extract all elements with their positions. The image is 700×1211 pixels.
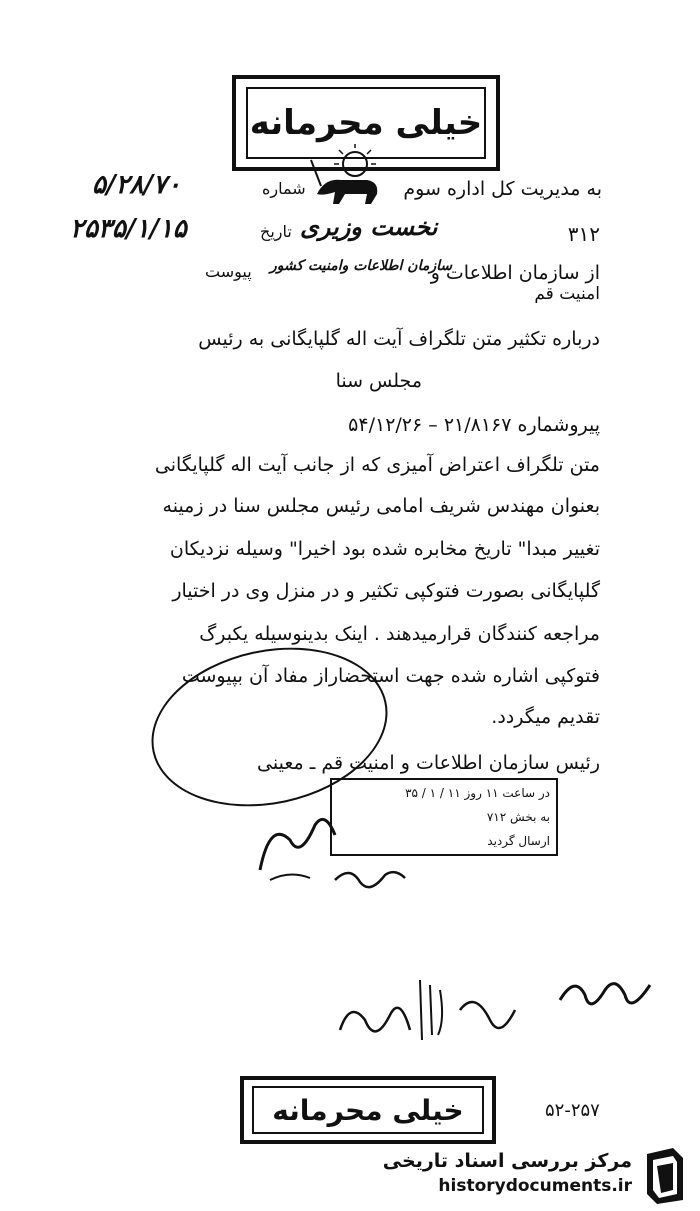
- handwritten-initials: [330, 860, 410, 900]
- bottom-secret-stamp: [240, 1076, 496, 1144]
- subject-line-1: درباره تکثیر متن تلگراف آیت اله گلپایگانی به رئیس: [198, 328, 600, 350]
- number-value: ۵/۲۸/۷۰: [92, 170, 181, 200]
- receipt-stamp: [330, 778, 558, 856]
- date-label: تاریخ: [260, 222, 292, 241]
- footer-website: historydocuments.ir: [438, 1176, 632, 1196]
- body-line: گلپایگانی بصورت فتوکپی تکثیر و در منزل وی در اختیار: [172, 580, 600, 602]
- top-stamp-text: خیلی محرمانه: [246, 87, 486, 159]
- history-documents-logo-icon: [643, 1146, 687, 1204]
- receipt-line-3: ارسال گردید: [487, 834, 550, 848]
- subject-line-2: مجلس سنا: [335, 370, 422, 392]
- number-label: شماره: [262, 179, 306, 198]
- document-code: ۵۲-۲۵۷: [545, 1100, 600, 1121]
- body-line: بعنوان مهندس شریف امامی رئیس مجلس سنا در زمینه: [162, 495, 600, 517]
- body-line: مراجعه کنندگان قرارمیدهند . اینک بدینوسیله یکبرگ: [199, 623, 600, 645]
- date-value: ۲۵۳۵/۱/۱۵: [70, 214, 187, 244]
- signature-line: رئیس سازمان اطلاعات و امنیت قم ـ معینی: [257, 752, 600, 774]
- body-line: تقدیم میگردد.: [491, 706, 600, 728]
- body-line: فتوکپی اشاره شده جهت استحضاراز مفاد آن بپیوست: [181, 665, 600, 687]
- bottom-stamp-text: خیلی محرمانه: [252, 1086, 484, 1134]
- handwritten-notes: [320, 960, 670, 1070]
- lion-and-sun-emblem: [305, 142, 385, 207]
- receipt-line-1: در ساعت ۱۱ روز ۱۱ / ۱ / ۳۵: [405, 786, 550, 800]
- body-line: تغییر مبدا" تاریخ مخابره شده بود اخیرا" وسیله نزدیکان: [169, 538, 600, 560]
- from-line-2: امنیت قم: [534, 284, 600, 304]
- prime-ministry-seal: نخست وزیری: [300, 212, 438, 241]
- footer-center-name: مرکز بررسی اسناد تاریخی: [382, 1150, 632, 1172]
- attachment-label: پیوست: [205, 262, 252, 281]
- from-line-1: از سازمان اطلاعات و: [430, 262, 600, 284]
- receipt-line-2: به بخش ۷۱۲: [486, 810, 550, 824]
- addressee: به مدیریت کل اداره سوم: [403, 178, 602, 200]
- reference-number: پیروشماره ۲۱/۸۱۶۷ – ۵۴/۱۲/۲۶: [348, 414, 600, 436]
- savak-heading: سازمان اطلاعات وامنیت کشور: [270, 258, 453, 274]
- code-312: ۳۱۲: [567, 222, 600, 246]
- body-line: متن تلگراف اعتراض آمیزی که از جانب آیت اله گلپایگانی: [154, 454, 600, 476]
